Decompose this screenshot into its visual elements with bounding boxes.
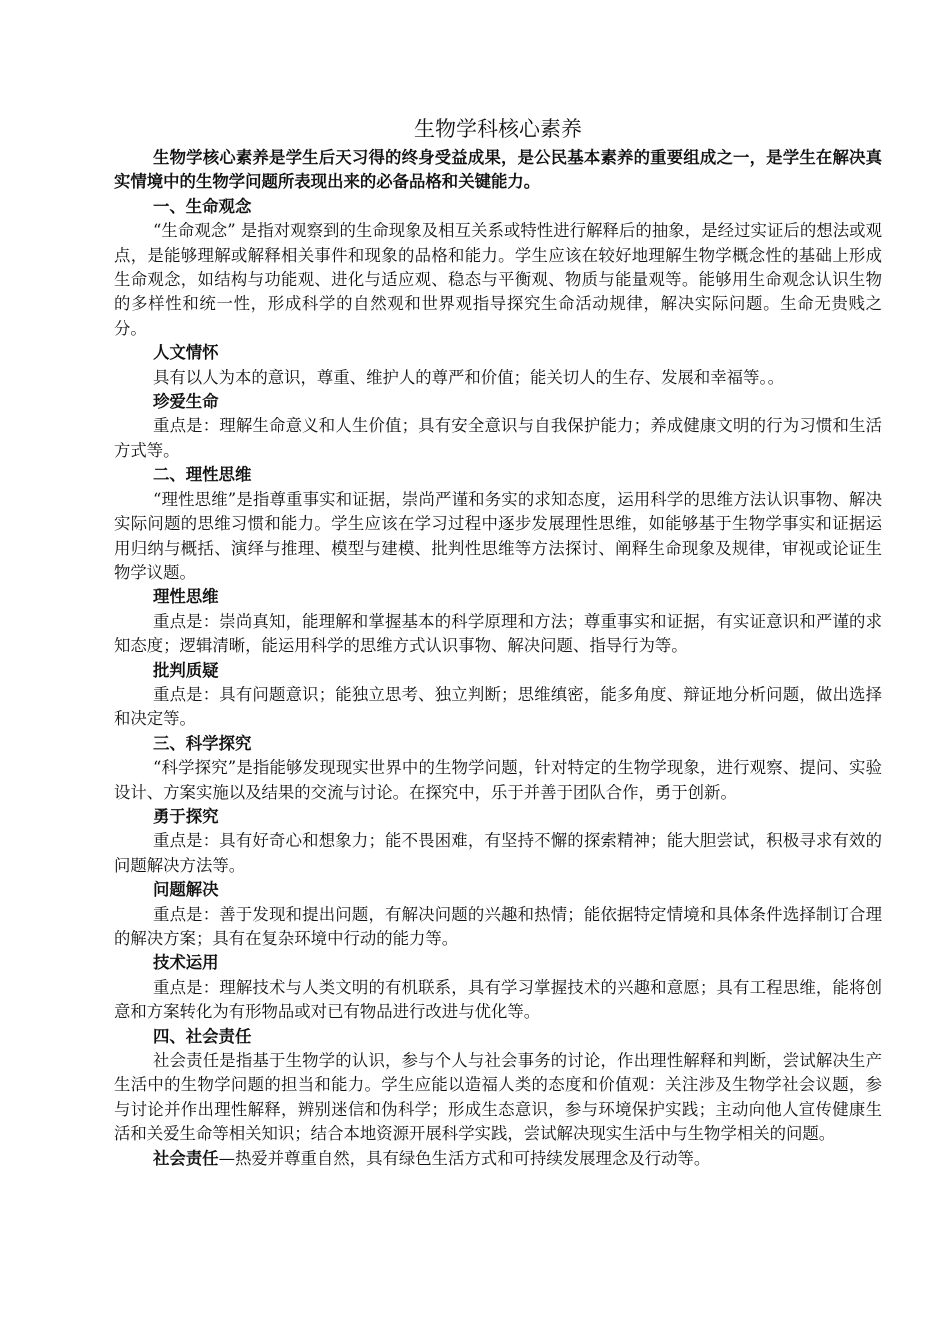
summary-text: —热爱并尊重自然，具有绿色生活方式和可持续发展理念及行动等。	[218, 1148, 711, 1168]
page-title: 生物学科核心素养	[414, 117, 582, 141]
subheading-rational: 理性思维	[153, 587, 219, 607]
document-page	[114, 112, 882, 1171]
subheading-tech-use: 技术运用	[153, 953, 219, 973]
subheading-critical: 批判质疑	[153, 660, 219, 680]
rational-thinking-paragraph: “理性思维”是指尊重事实和证据，崇尚严谨和务实的求知态度，运用科学的思维方法认识事物、解决实际问题的思维习惯和能力。学生应该在学习过程中逐步发展理性思维，如能够基于生物学事实和证据运用归纳与概括、演绎与推理、模型与建模、批判性思维等方法探讨、阐释生命现象及规律，审视或论证生物学议题。	[114, 489, 882, 582]
rational-text: 重点是：崇尚真知，能理解和掌握基本的科学原理和方法；尊重事实和证据，有实证意识和严谨的求知态度；逻辑清晰，能运用科学的思维方式认识事物、解决问题、指导行为等。	[114, 611, 882, 656]
section-heading-life-concept: 一、生命观念	[153, 196, 252, 216]
social-responsibility-paragraph: 社会责任是指基于生物学的认识，参与个人与社会事务的讨论，作出理性解释和判断，尝试解决生产生活中的生物学问题的担当和能力。学生应能以造福人类的态度和价值观：关注涉及生物学社会议题，参与讨论并作出理性解释，辨别迷信和伪科学；形成生态意识，参与环境保护实践；主动向他人宣传健康生活和关爱生命等相关知识；结合本地资源开展科学实践，尝试解决现实生活中与生物学相关的问题。	[114, 1051, 882, 1144]
subheading-brave-inquiry: 勇于探究	[153, 806, 219, 826]
subheading-humanistic: 人文情怀	[153, 343, 219, 363]
brave-inquiry-text: 重点是：具有好奇心和想象力；能不畏困难，有坚持不懈的探索精神；能大胆尝试，积极寻求有效的问题解决方法等。	[114, 831, 882, 875]
subheading-problem-solving: 问题解决	[153, 880, 219, 900]
humanistic-text: 具有以人为本的意识，尊重、维护人的尊严和价值；能关切人的生存、发展和幸福等。。	[153, 367, 785, 387]
life-concept-paragraph: “生命观念” 是指对观察到的生命现象及相互关系或特性进行解释后的抽象，是经过实证后的想法或观点，是能够理解或解释相关事件和现象的品格和能力。学生应该在较好地理解生物学概念性的基础上形成生命观念，如结构与功能观、进化与适应观、稳态与平衡观、物质与能量观等。能够用生命观念认识生物的多样性和统一性，形成科学的自然观和世界观指导探究生命活动规律，解决实际问题。生命无贵贱之分。	[114, 221, 882, 338]
subheading-cherish-life: 珍爱生命	[153, 392, 219, 412]
section-heading-inquiry: 三、科学探究	[153, 733, 252, 753]
cherish-life-text: 重点是：理解生命意义和人生价值；具有安全意识与自我保护能力；养成健康文明的行为习惯和生活方式等。	[114, 416, 882, 460]
problem-solving-text: 重点是：善于发现和提出问题，有解决问题的兴趣和热情；能依据特定情境和具体条件选择制订合理的解决方案；具有在复杂环境中行动的能力等。	[114, 904, 882, 948]
summary-label: 社会责任	[153, 1148, 219, 1168]
intro-paragraph: 生物学核心素养是学生后天习得的终身受益成果，是公民基本素养的重要组成之一，是学生在解决真实情境中的生物学问题所表现出来的必备品格和关键能力。	[114, 148, 882, 192]
inquiry-paragraph: “科学探究”是指能够发现现实世界中的生物学问题，针对特定的生物学现象，进行观察、提问、实验设计、方案实施以及结果的交流与讨论。在探究中，乐于并善于团队合作，勇于创新。	[114, 758, 882, 802]
critical-text: 重点是：具有问题意识；能独立思考、独立判断；思维缜密，能多角度、辩证地分析问题，做出选择和决定等。	[114, 684, 882, 729]
social-responsibility-summary	[114, 1147, 882, 1171]
tech-use-text: 重点是：理解技术与人类文明的有机联系，具有学习掌握技术的兴趣和意愿；具有工程思维，能将创意和方案转化为有形物品或对已有物品进行改进与优化等。	[114, 977, 882, 1022]
section-heading-rational-thinking: 二、理性思维	[153, 465, 252, 485]
section-heading-social-responsibility: 四、社会责任	[153, 1026, 252, 1046]
